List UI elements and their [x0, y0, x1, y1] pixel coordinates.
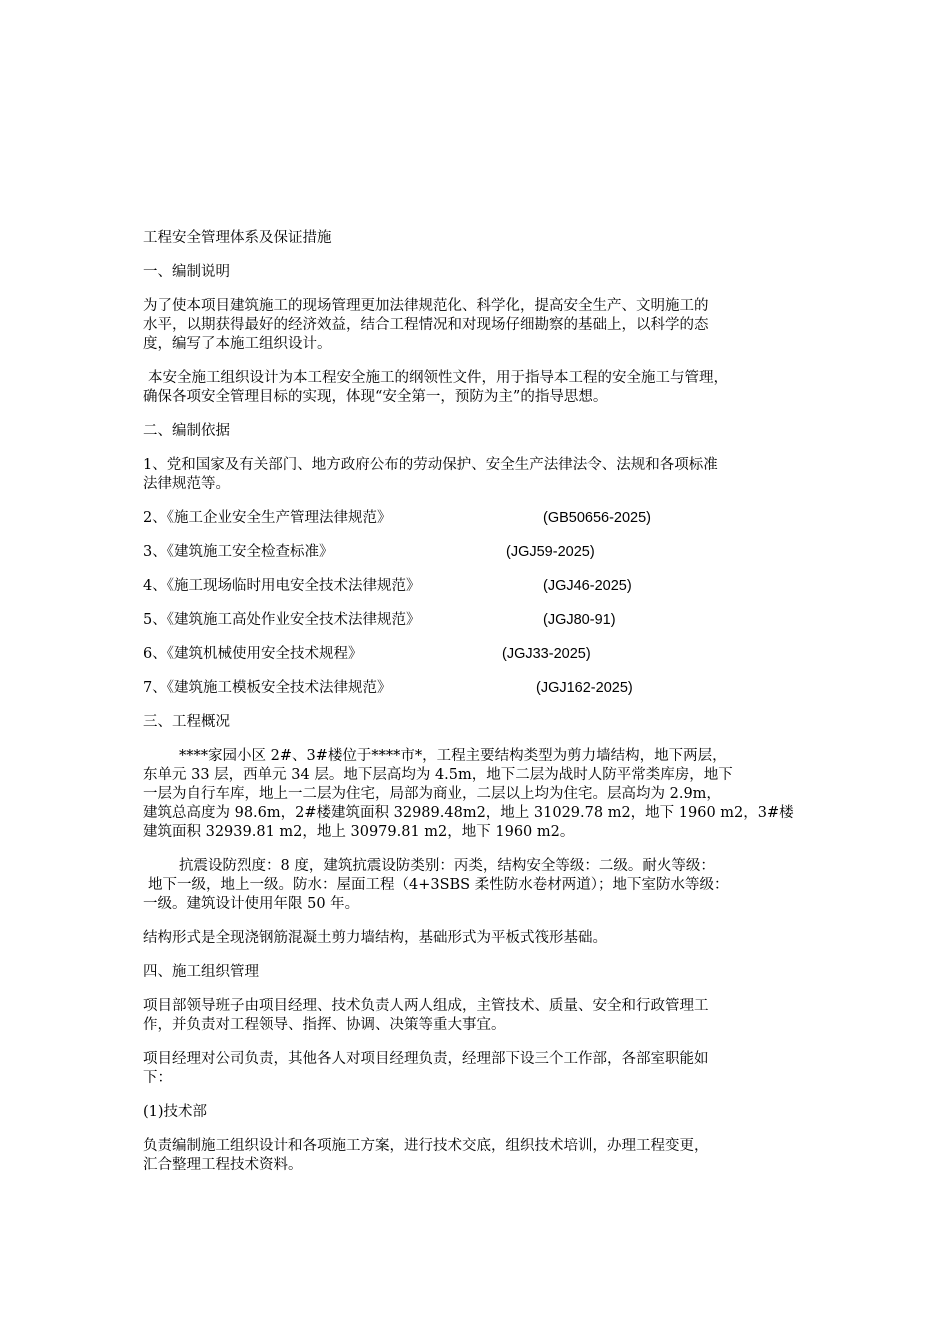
text-line: 下：	[143, 1070, 172, 1086]
text-line: 本安全施工组织设计为本工程安全施工的纲领性文件，用于指导本工程的安全施工与管理，	[148, 370, 728, 386]
section-heading-2: 二、编制依据	[143, 423, 230, 439]
text-line: 建筑面积 32939.81 m2，地上 30979.81 m2，地下 1960 m2。	[143, 824, 575, 840]
reference-item	[143, 543, 815, 562]
paragraph-s1-p2	[143, 369, 815, 407]
reference-item	[143, 679, 815, 698]
text-line: 建筑总高度为 98.6m，2#楼建筑面积 32989.48m2，地上 31029.78 m2，地下 1960 m2，3#楼	[143, 805, 794, 821]
reference-item	[143, 645, 815, 664]
text-line: 度，编写了本施工组织设计。	[143, 336, 332, 352]
subsection-heading-tech-dept: (1)技术部	[143, 1104, 208, 1120]
text-line: 汇合整理工程技术资料。	[143, 1157, 303, 1173]
reference-title: 2、《施工企业安全生产管理法律规范》	[143, 510, 392, 526]
paragraph-tech-dept	[143, 1137, 815, 1175]
reference-title: 5、《建筑施工高处作业安全技术法律规范》	[143, 612, 421, 628]
text-line: 作，并负责对工程领导、指挥、协调、决策等重大事宜。	[143, 1017, 506, 1033]
text-line: 为了使本项目建筑施工的现场管理更加法律规范化、科学化，提高安全生产、文明施工的	[143, 298, 709, 314]
text-line: 负责编制施工组织设计和各项施工方案，进行技术交底，组织技术培训，办理工程变更，	[143, 1138, 709, 1154]
section-heading-1: 一、编制说明	[143, 264, 230, 280]
text-line: 一层为自行车库，地上一二层为住宅，局部为商业，二层以上均为住宅。层高均为 2.9m，	[143, 786, 721, 802]
text-line: 地下一级，地上一级。防水：屋面工程（4+3SBS 柔性防水卷材两道）；地下室防水等级：	[148, 877, 729, 893]
paragraph-s4-p2	[143, 1050, 815, 1088]
reference-code: (JGJ80-91)	[543, 612, 616, 628]
text-line: 项目经理对公司负责，其他各人对项目经理负责，经理部下设三个工作部，各部室职能如	[143, 1051, 709, 1067]
basis-item-1	[143, 456, 815, 494]
reference-title: 7、《建筑施工模板安全技术法律规范》	[143, 680, 392, 696]
text-line: 抗震设防烈度：8 度，建筑抗震设防类别：丙类，结构安全等级：二级。耐火等级：	[179, 858, 715, 874]
document-title: 工程安全管理体系及保证措施	[143, 230, 332, 246]
text-line: 法律规范等。	[143, 476, 230, 492]
reference-code: (JGJ46-2025)	[543, 578, 632, 594]
document-body	[143, 229, 815, 1175]
reference-item	[143, 611, 815, 630]
reference-title: 4、《施工现场临时用电安全技术法律规范》	[143, 578, 421, 594]
text-line: 确保各项安全管理目标的实现，体现“安全第一，预防为主”的指导思想。	[143, 389, 608, 405]
paragraph-s3-p2	[143, 857, 815, 914]
reference-item	[143, 509, 815, 528]
paragraph-s3-p1	[143, 747, 815, 842]
reference-title: 3、《建筑施工安全检查标准》	[143, 544, 334, 560]
text-line: 东单元 33 层，西单元 34 层。地下层高均为 4.5m，地下二层为战时人防平常类库房，地下	[143, 767, 733, 783]
text-line: 水平，以期获得最好的经济效益，结合工程情况和对现场仔细勘察的基础上，以科学的态	[143, 317, 709, 333]
paragraph-s1-p1	[143, 297, 815, 354]
reference-code: (GB50656-2025)	[543, 510, 652, 526]
text-line: 1、党和国家及有关部门、地方政府公布的劳动保护、安全生产法律法令、法规和各项标准	[143, 457, 718, 473]
text-line: 一级。建筑设计使用年限 50 年。	[143, 896, 360, 912]
reference-code: (JGJ162-2025)	[536, 680, 633, 696]
text-line: ****家园小区 2#、3#楼位于****市*，工程主要结构类型为剪力墙结构，地下两层，	[179, 748, 727, 764]
reference-code: (JGJ33-2025)	[502, 646, 591, 662]
section-heading-3: 三、工程概况	[143, 714, 230, 730]
section-heading-4: 四、施工组织管理	[143, 964, 259, 980]
paragraph-s4-p1	[143, 997, 815, 1035]
reference-title: 6、《建筑机械使用安全技术规程》	[143, 646, 363, 662]
paragraph-s3-p3: 结构形式是全现浇钢筋混凝土剪力墙结构，基础形式为平板式筏形基础。	[143, 930, 607, 946]
text-line: 项目部领导班子由项目经理、技术负责人两人组成，主管技术、质量、安全和行政管理工	[143, 998, 709, 1014]
reference-code: (JGJ59-2025)	[506, 544, 595, 560]
reference-item	[143, 577, 815, 596]
